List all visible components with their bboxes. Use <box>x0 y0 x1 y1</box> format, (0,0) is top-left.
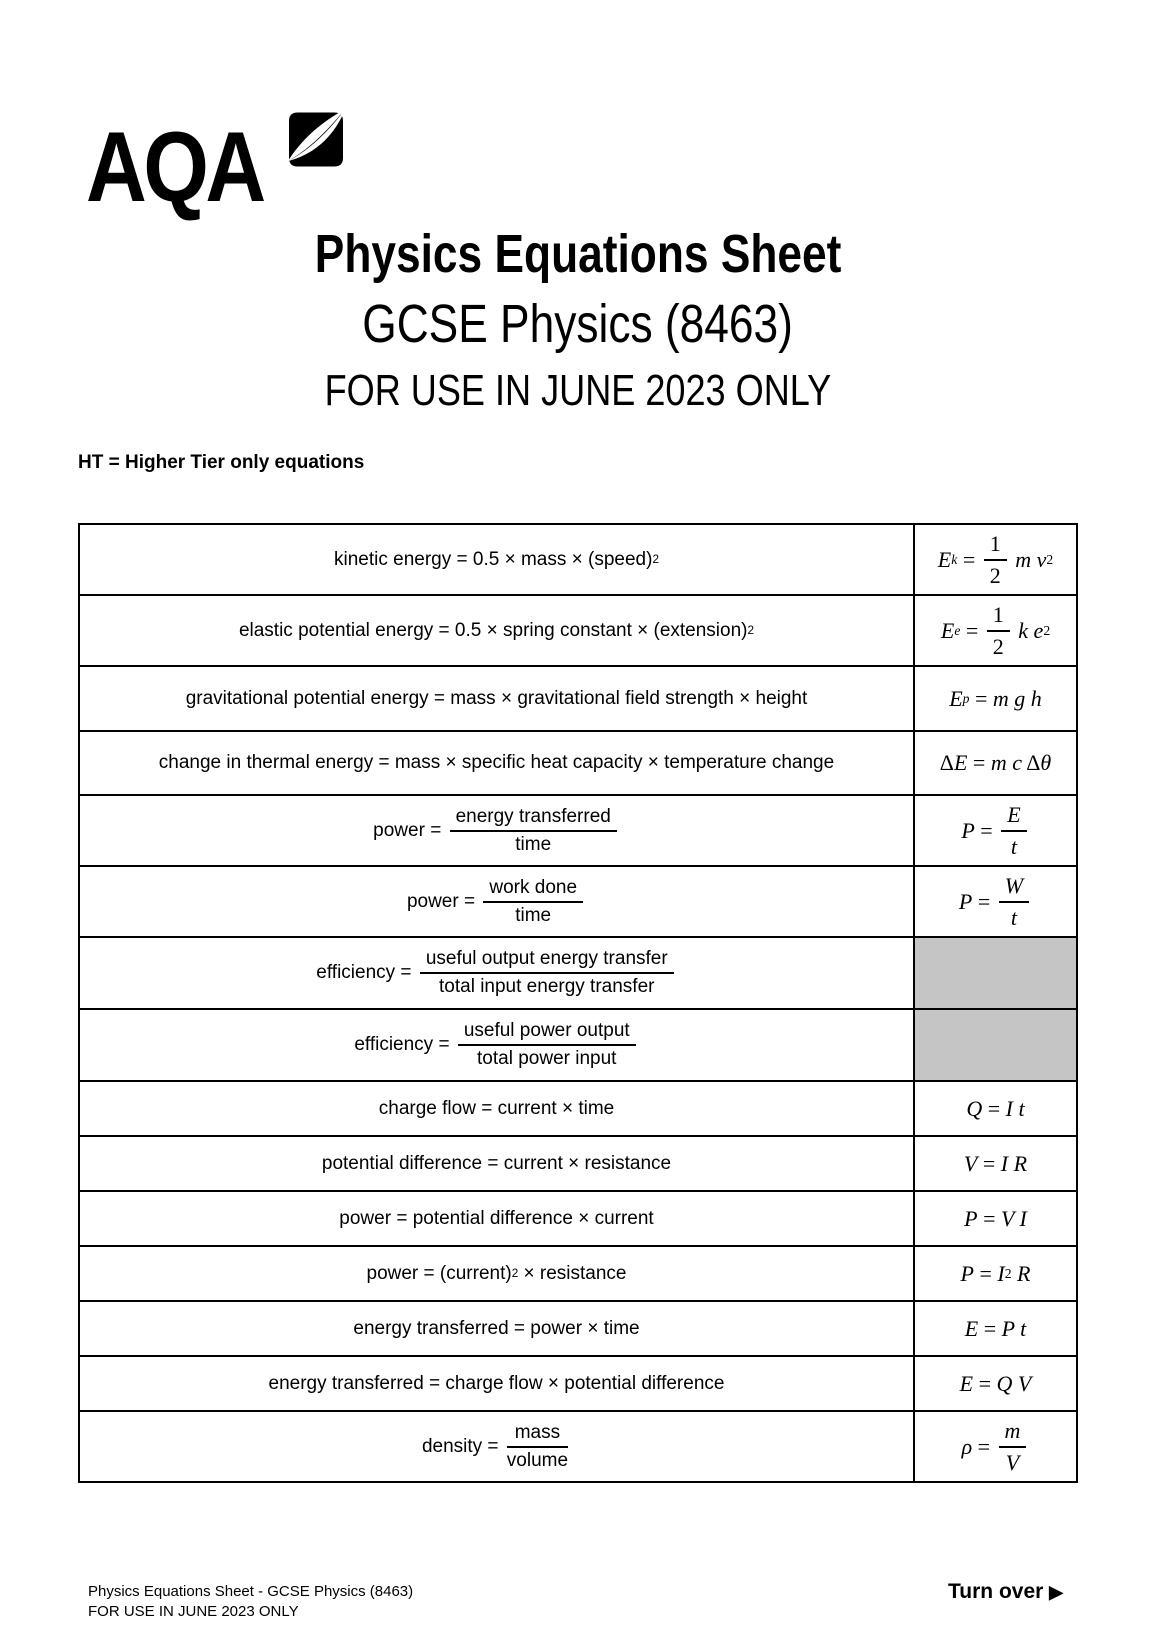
page-subtitle-text: GCSE Physics (8463) <box>362 294 794 354</box>
higher-tier-note: HT = Higher Tier only equations <box>78 452 365 473</box>
equation-words: power = potential difference × current <box>339 1207 654 1229</box>
aqa-leaf-icon <box>289 111 343 168</box>
fraction: $\frac{\text{work done}}{\text{time}}$ <box>483 876 583 928</box>
turn-over-label <box>948 1580 1063 1604</box>
equation-words: efficiency = $\frac{\text{useful power output}}{\text{total power input}}$ <box>80 1010 913 1080</box>
fraction: $\frac{\text{energy transferred}}{\text{time}}$ <box>450 805 617 857</box>
equation-symbols: P = I 2 R <box>913 1247 1076 1300</box>
equation-row <box>80 1135 1076 1190</box>
fraction: $\frac{\text{mass}}{\text{volume}}$ <box>506 1421 569 1471</box>
equation-row <box>80 594 1076 665</box>
page-subtitle <box>78 294 1078 354</box>
equations-table <box>78 523 1078 1483</box>
turn-over-text: Turn over <box>948 1580 1044 1603</box>
equation-row <box>80 936 1076 1008</box>
equation-words: power = (current) 2 × resistance <box>366 1262 627 1284</box>
equation-words: gravitational potential energy = mass × gravitational field strength × height <box>185 687 808 709</box>
equation-words: kinetic energy = 0.5 × mass × (speed) 2 <box>334 548 659 570</box>
equation-row <box>80 1190 1076 1245</box>
equation-symbols: E = P t <box>913 1302 1076 1355</box>
fraction: $\frac{\text{useful power output}}{\text{total power input}}$ <box>458 1019 636 1071</box>
equation-symbols: V = I R <box>913 1137 1076 1190</box>
equation-words: power = $\frac{\text{work done}}{\text{time}}$ <box>80 867 913 936</box>
page-title <box>78 224 1078 284</box>
fraction: $\frac{\text{useful output energy transfer}}{\text{total input energy transfer}}$ <box>420 947 674 999</box>
turn-over-arrow-icon: ▶ <box>1049 1582 1063 1602</box>
fraction: $\frac{E}{t}$ <box>1001 801 1026 860</box>
equation-words: potential difference = current × resistance <box>321 1152 672 1174</box>
equation-row <box>80 865 1076 936</box>
equation-symbols: ρ = $\frac{m}{V}$ <box>913 1412 1076 1481</box>
footer-document-info <box>88 1582 413 1621</box>
equation-symbols: P = V I <box>913 1192 1076 1245</box>
equation-symbols: E k = $\frac{1}{2}$ m v 2 <box>913 525 1076 594</box>
equation-row <box>80 1008 1076 1080</box>
equation-words: power = $\frac{\text{energy transferred}}{\text{time}}$ <box>80 796 913 865</box>
equation-row <box>80 730 1076 794</box>
equation-symbols: Q = I t <box>913 1082 1076 1135</box>
fraction: $\frac{1}{2}$ <box>984 530 1007 589</box>
equation-symbols: P = $\frac{W}{t}$ <box>913 867 1076 936</box>
usage-restriction <box>78 366 1078 415</box>
equation-row <box>80 665 1076 730</box>
fraction: $\frac{m}{V}$ <box>999 1417 1027 1476</box>
equation-symbols: P = $\frac{E}{t}$ <box>913 796 1076 865</box>
equation-words: elastic potential energy = 0.5 × spring constant × (extension) 2 <box>238 619 755 641</box>
footer-line1: Physics Equations Sheet - GCSE Physics (8463) <box>88 1583 414 1600</box>
equation-symbols: E = Q V <box>913 1357 1076 1410</box>
footer-line2: FOR USE IN JUNE 2023 ONLY <box>88 1602 299 1620</box>
equation-words: charge flow = current × time <box>378 1097 615 1119</box>
equation-row <box>80 1300 1076 1355</box>
fraction: $\frac{W}{t}$ <box>999 872 1029 931</box>
symbol-cell-greyed <box>913 1010 1076 1080</box>
equation-words: energy transferred = power × time <box>353 1317 640 1339</box>
equation-words: efficiency = $\frac{\text{useful output energy transfer}}{\text{total input energy transfer}}$ <box>80 938 913 1008</box>
equation-symbols: E p = m g h <box>913 667 1076 730</box>
equation-words: energy transferred = charge flow × potential difference <box>268 1372 725 1394</box>
equation-symbols: E e = $\frac{1}{2}$ k e 2 <box>913 596 1076 665</box>
equation-row <box>80 525 1076 594</box>
usage-restriction-text: FOR USE IN JUNE 2023 ONLY <box>324 366 832 415</box>
equation-words: change in thermal energy = mass × specific heat capacity × temperature change <box>158 752 835 773</box>
page-title-text: Physics Equations Sheet <box>314 224 842 284</box>
equation-row <box>80 794 1076 865</box>
symbol-cell-greyed <box>913 938 1076 1008</box>
equation-row <box>80 1080 1076 1135</box>
equation-words: density = $\frac{\text{mass}}{\text{volume}}$ <box>421 1421 569 1471</box>
equation-row <box>80 1410 1076 1481</box>
equation-row <box>80 1245 1076 1300</box>
equation-symbols: Δ E = m c Δ θ <box>913 732 1076 794</box>
fraction: $\frac{1}{2}$ <box>987 601 1010 660</box>
aqa-logo-text: AQA <box>86 111 263 222</box>
equation-row <box>80 1355 1076 1410</box>
